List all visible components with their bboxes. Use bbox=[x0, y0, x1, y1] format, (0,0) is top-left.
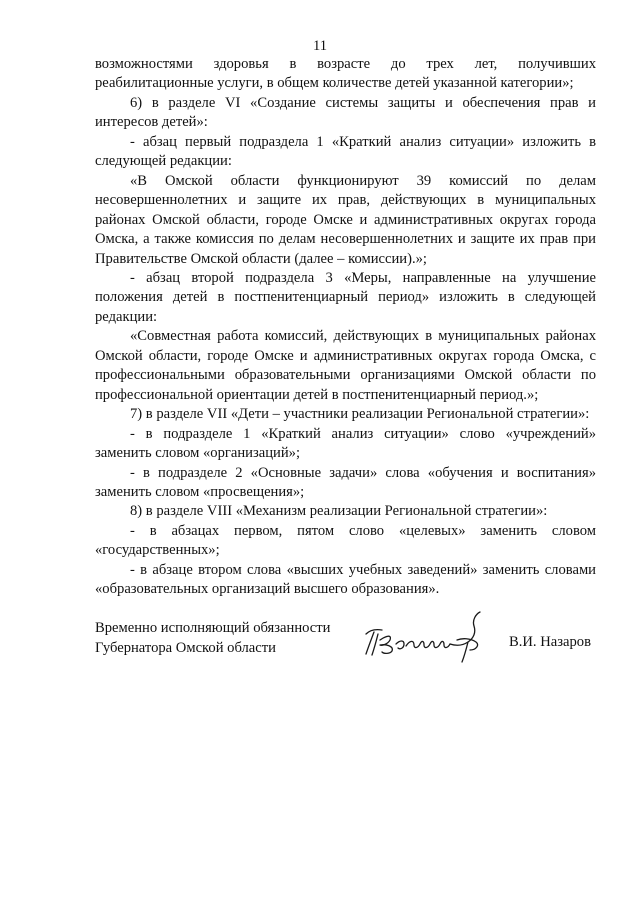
handwritten-signature bbox=[358, 604, 508, 666]
paragraph: «Совместная работа комиссий, действующих в муниципальных районах Омской области, городе Омске и административных округах города Омска, с профессиональными образовательными организациями Омской области по профессиональной ориентации детей в постпенитенциарный период.»; bbox=[95, 328, 596, 403]
paragraph: 6) в разделе VI «Создание системы защиты и обеспечения прав и интересов детей»: bbox=[95, 94, 596, 131]
paragraph: «В Омской области функционируют 39 комиссий по делам несовершеннолетних и защите их прав, действующих в муниципальных районах Омской области, городе Омске и административных округах города Омска, а также комиссия по делам несовершеннолетних и защите их прав при Правительстве Омской области (далее – комиссии).»; bbox=[95, 172, 596, 267]
signatory-title-line: Временно исполняющий обязанности bbox=[95, 620, 331, 636]
signatory-name: В.И. Назаров bbox=[509, 634, 591, 650]
paragraph: возможностями здоровья в возрасте до трех лет, получивших реабилитационные услуги, в общем количестве детей указанной категории»; bbox=[95, 56, 596, 92]
document-body bbox=[95, 55, 596, 600]
paragraph: - в подразделе 1 «Краткий анализ ситуации» слово «учреждений» заменить словом «организаций»; bbox=[95, 425, 596, 462]
signatory-title bbox=[95, 619, 365, 658]
page-number: 11 bbox=[312, 38, 328, 54]
paragraph: - абзац второй подраздела 3 «Меры, направленные на улучшение положения детей в постпенитенциарный период» изложить в следующей редакции: bbox=[95, 269, 596, 325]
paragraph: 7) в разделе VII «Дети – участники реализации Региональной стратегии»: bbox=[130, 406, 590, 423]
signatory-title-line: Губернатора Омской области bbox=[95, 639, 276, 656]
paragraph: - абзац первый подраздела 1 «Краткий анализ ситуации» изложить в следующей редакции: bbox=[95, 133, 596, 170]
paragraph: - в абзаце втором слова «высших учебных заведений» заменить словами «образовательных организаций высшего образования». bbox=[95, 561, 596, 598]
paragraph: - в абзацах первом, пятом слово «целевых» заменить словом «государственных»; bbox=[95, 522, 596, 559]
paragraph: 8) в разделе VIII «Механизм реализации Региональной стратегии»: bbox=[130, 503, 548, 520]
paragraph: - в подразделе 2 «Основные задачи» слова «обучения и воспитания» заменить словом «просвещения»; bbox=[95, 464, 596, 500]
